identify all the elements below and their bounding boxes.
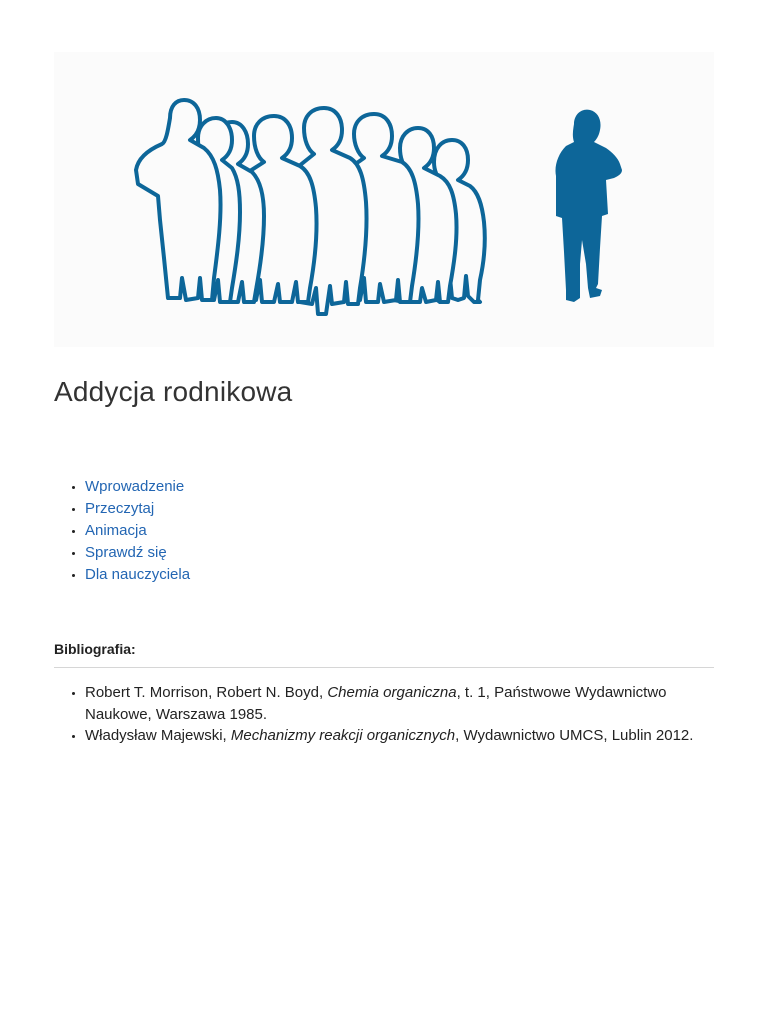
nav-link-przeczytaj[interactable]: Przeczytaj <box>85 500 155 517</box>
bibliography-list <box>54 682 715 747</box>
nav-item-przeczytaj <box>85 498 190 520</box>
bibliography-entry <box>85 725 715 747</box>
bibliography-details: , t. 1, Państwowe Wydawnictwo Naukowe, Warszawa 1985. <box>85 684 667 723</box>
bibliography-work-title: Mechanizmy reakcji organicznych <box>230 727 456 744</box>
bibliography-entry <box>85 682 715 725</box>
people-silhouettes-icon <box>54 52 714 347</box>
nav-link-wprowadzenie[interactable]: Wprowadzenie <box>85 478 185 495</box>
nav-link-animacja[interactable]: Animacja <box>85 522 147 539</box>
bibliography-authors: Władysław Majewski, <box>85 727 231 744</box>
bibliography-divider <box>54 667 714 668</box>
section-nav <box>54 476 190 586</box>
bibliography-heading: Bibliografia: <box>54 641 136 657</box>
bibliography-authors: Robert T. Morrison, Robert N. Boyd, <box>85 684 328 701</box>
nav-item-sprawdz-sie <box>85 542 190 564</box>
nav-link-sprawdz-sie[interactable]: Sprawdź się <box>85 544 167 561</box>
nav-item-animacja <box>85 520 190 542</box>
hero-illustration <box>54 52 714 347</box>
nav-link-dla-nauczyciela[interactable]: Dla nauczyciela <box>85 566 191 583</box>
nav-item-dla-nauczyciela <box>85 564 190 586</box>
nav-item-wprowadzenie <box>85 476 190 498</box>
page-title: Addycja rodnikowa <box>54 376 293 407</box>
bibliography-details: , Wydawnictwo UMCS, Lublin 2012. <box>455 727 694 744</box>
bibliography-work-title: Chemia organiczna <box>327 684 457 701</box>
